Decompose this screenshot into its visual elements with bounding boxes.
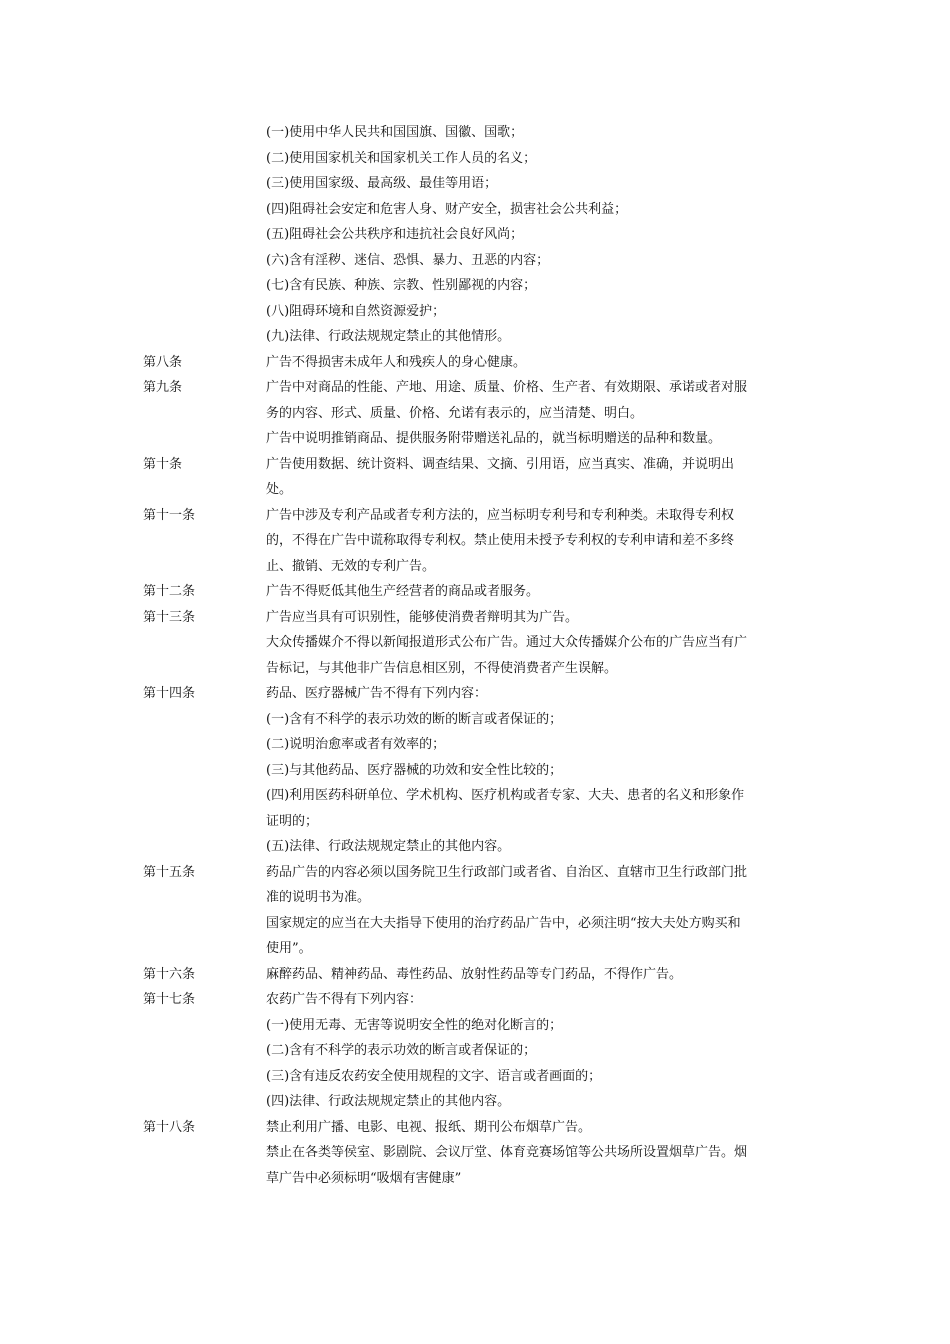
intro-item: (一)使用中华人民共和国国旗、国徽、国歌； [266, 125, 524, 140]
article-label: 第十一条 [143, 507, 196, 523]
article-line: 止、撤销、无效的专利广告。 [266, 558, 436, 574]
intro-items [0, 120, 950, 350]
article-body [266, 605, 803, 682]
intro-item: (二)使用国家机关和国家机关工作人员的名义； [266, 150, 537, 166]
article-label: 第十四条 [143, 686, 196, 701]
article-line: 国家规定的应当在大夫指导下使用的治疗药品广告中，必须注明“按大夫处方购买和 [266, 915, 741, 931]
article-line: 广告应当具有可识别性，能够使消费者辩明其为广告。 [266, 609, 579, 625]
article-17 [0, 987, 950, 1115]
article-line: 告标记，与其他非广告信息相区别，不得使消费者产生误解。 [266, 660, 618, 676]
article-13 [0, 605, 950, 682]
article-label: 第十六条 [143, 966, 196, 982]
article-10 [0, 452, 950, 503]
article-body [266, 860, 803, 962]
article-body [266, 375, 803, 452]
intro-item: (六)含有淫秽、迷信、恐惧、暴力、丑恶的内容； [266, 252, 550, 268]
intro-item: (四)阻碍社会安定和危害人身、财产安全，损害社会公共利益； [266, 201, 628, 217]
article-line: 处。 [266, 482, 293, 497]
article-body [266, 503, 803, 580]
article-line: 的，不得在广告中谎称取得专利权。禁止使用未授予专利权的专利申请和差不多终 [266, 533, 735, 548]
article-body [266, 987, 803, 1115]
article-body [266, 962, 803, 988]
article-line: 广告中说明推销商品、提供服务附带赠送礼品的，就当标明赠送的品种和数量。 [266, 431, 722, 446]
article-line: 准的说明书为准。 [266, 890, 371, 905]
article-line: (三)与其他药品、医疗器械的功效和安全性比较的； [266, 762, 563, 778]
article-line: 药品、医疗器械广告不得有下列内容： [266, 686, 488, 701]
article-line: 使用”。 [266, 941, 312, 956]
intro-item: (七)含有民族、种族、宗教、性别鄙视的内容； [266, 278, 537, 293]
article-line: 广告中对商品的性能、产地、用途、质量、价格、生产者、有效期限、承诺或者对服 [266, 380, 748, 395]
article-line: 务的内容、形式、质量、价格、允诺有表示的，应当清楚、明白。 [266, 405, 644, 421]
article-body [266, 579, 803, 605]
article-line: 禁止在各类等侯室、影剧院、会议厅堂、体育竞赛场馆等公共场所设置烟草广告。烟 [266, 1145, 748, 1160]
intro-item: (五)阻碍社会公共秩序和违抗社会良好风尚； [266, 227, 524, 242]
intro-content [266, 120, 803, 350]
article-12 [0, 579, 950, 605]
article-label: 第十五条 [143, 864, 196, 880]
article-line: (二)含有不科学的表示功效的断言或者保证的； [266, 1043, 537, 1058]
article-body [266, 350, 803, 376]
article-body [266, 1115, 803, 1192]
article-line: 大众传播媒介不得以新闻报道形式公布广告。通过大众传播媒介公布的广告应当有广 [266, 635, 748, 650]
article-line: (二)说明治愈率或者有效率的； [266, 737, 446, 752]
article-line: (一)使用无毒、无害等说明安全性的绝对化断言的； [266, 1017, 563, 1033]
article-label: 第九条 [143, 380, 183, 395]
article-label: 第十七条 [143, 992, 196, 1007]
article-line: 草广告中必须标明“吸烟有害健康” [266, 1170, 462, 1186]
article-body [266, 681, 803, 860]
article-label: 第十八条 [143, 1119, 196, 1135]
document-page [0, 120, 950, 1191]
article-line: 广告不得损害未成年人和残疾人的身心健康。 [266, 354, 527, 370]
article-18 [0, 1115, 950, 1192]
intro-item: (三)使用国家级、最高级、最佳等用语； [266, 176, 498, 191]
article-line: (五)法律、行政法规规定禁止的其他内容。 [266, 839, 511, 854]
article-line: (四)法律、行政法规规定禁止的其他内容。 [266, 1094, 511, 1109]
article-line: 广告不得贬低其他生产经营者的商品或者服务。 [266, 584, 540, 599]
article-line: (三)含有违反农药安全使用规程的文字、语言或者画面的； [266, 1068, 602, 1084]
article-line: 麻醉药品、精神药品、毒性药品、放射性药品等专门药品，不得作广告。 [266, 966, 683, 982]
article-line: (四)利用医药科研单位、学术机构、医疗机构或者专家、大夫、患者的名义和形象作 [266, 788, 745, 803]
article-body [266, 452, 803, 503]
intro-item: (八)阻碍环境和自然资源爱护； [266, 303, 446, 319]
article-line: (一)含有不科学的表示功效的断的断言或者保证的； [266, 711, 563, 727]
article-16 [0, 962, 950, 988]
article-8 [0, 350, 950, 376]
article-line: 证明的； [266, 813, 319, 829]
article-15 [0, 860, 950, 962]
article-line: 广告使用数据、统计资料、调查结果、文摘、引用语，应当真实、准确，并说明出 [266, 456, 735, 472]
article-line: 药品广告的内容必须以国务院卫生行政部门或者省、自治区、直辖市卫生行政部门批 [266, 864, 748, 880]
article-11 [0, 503, 950, 580]
article-14 [0, 681, 950, 860]
article-label: 第八条 [143, 354, 183, 370]
intro-item: (九)法律、行政法规规定禁止的其他情形。 [266, 329, 511, 344]
article-line: 农药广告不得有下列内容： [266, 992, 423, 1007]
article-label: 第十二条 [143, 584, 196, 599]
article-label: 第十条 [143, 456, 183, 472]
article-line: 广告中涉及专利产品或者专利方法的，应当标明专利号和专利种类。未取得专利权 [266, 507, 735, 523]
article-label: 第十三条 [143, 609, 196, 625]
article-line: 禁止利用广播、电影、电视、报纸、期刊公布烟草广告。 [266, 1119, 592, 1135]
article-9 [0, 375, 950, 452]
